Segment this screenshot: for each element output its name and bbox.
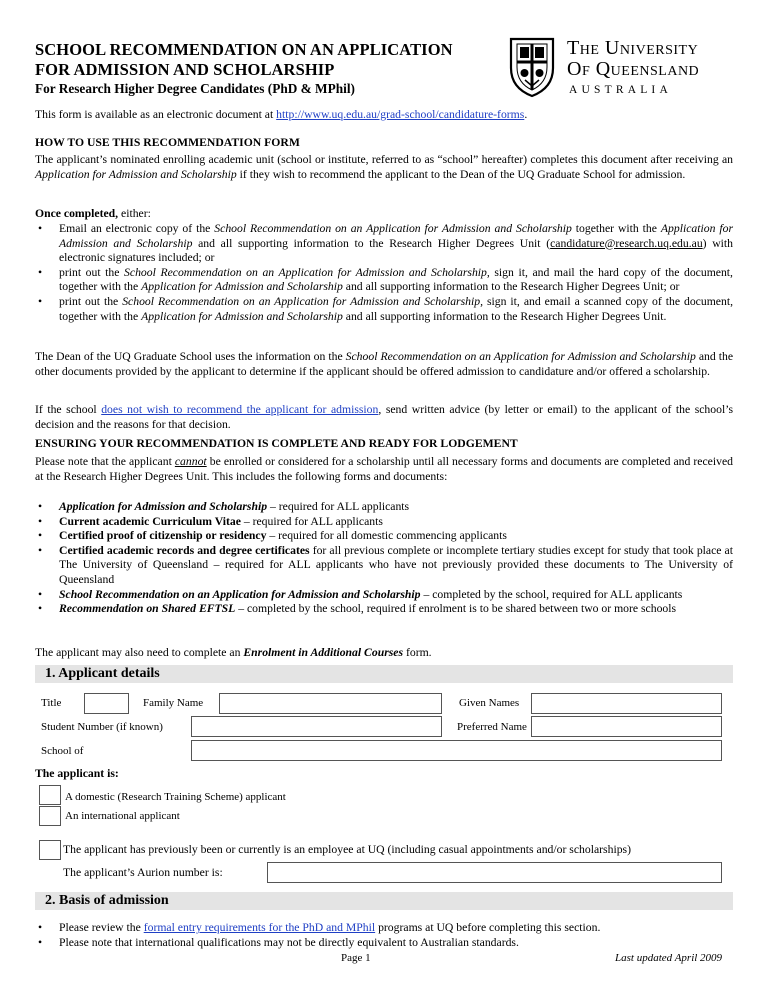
not-recommend-paragraph: If the school does not wish to recommend the applicant for admission, send written advice (by letter or email) to the applicant of the school’s decision and the reasons for that decision. <box>35 403 734 431</box>
bullet-icon: • <box>38 529 43 543</box>
student-number-field[interactable] <box>191 716 442 737</box>
form-subtitle: For Research Higher Degree Candidates (PhD & MPhil) <box>35 81 355 96</box>
list-item: • School Recommendation on an Application for Admission and Scholarship – completed by the school, required for ALL applicants <box>38 587 683 601</box>
list-item: • print out the School Recommendation on an Application for Admission and Scholarship, sign it, and mail the hard copy of the document, together with the Application for Admission and Scholarship and all supporting information to the Research Higher Degrees Unit; or <box>38 265 733 294</box>
list-item: • Application for Admission and Scholarship – required for ALL applicants <box>38 500 410 513</box>
preferred-name-field[interactable] <box>531 716 722 737</box>
ensure-paragraph: Please note that the applicant cannot be enrolled or considered for a scholarship until all necessary forms and documents are completed and received at the Research Higher Degrees Unit. This includes the following forms and documents: <box>35 455 733 483</box>
email-link[interactable]: candidature@research.uq.edu.au <box>550 236 703 250</box>
list-item: • Certified academic records and degree certificates for all previous complete or incomplete tertiary studies except for study that took place at The University of Queensland – required for ALL applicants who have not previously provided these documents to The University of Queensland <box>38 543 733 586</box>
form-title: SCHOOL RECOMMENDATION ON AN APPLICATION FOR ADMISSION AND SCHOLARSHIP <box>35 40 453 79</box>
how-to-heading: HOW TO USE THIS RECOMMENDATION FORM <box>35 136 300 149</box>
school-field[interactable] <box>191 740 722 761</box>
uq-crest-icon <box>507 36 557 98</box>
list-item: • Please note that international qualifications may not be directly equivalent to Australian standards. <box>38 935 519 949</box>
student-number-label: Student Number (if known) <box>41 721 163 733</box>
additional-courses-note: The applicant may also need to complete an Enrolment in Additional Courses form. <box>35 646 432 659</box>
family-name-label: Family Name <box>143 697 204 709</box>
bullet-icon: • <box>38 222 43 235</box>
uq-logo <box>507 36 737 102</box>
uq-employee-label: The applicant has previously been or currently is an employee at UQ (including casual appointments and/or scholarships) <box>63 843 631 856</box>
entry-requirements-link[interactable]: formal entry requirements for the PhD and MPhil <box>143 921 376 934</box>
aurion-number-field[interactable] <box>267 862 722 883</box>
aurion-label: The applicant’s Aurion number is: <box>63 866 223 879</box>
dean-paragraph: The Dean of the UQ Graduate School uses the information on the School Recommendation on an Application for Admission and Scholarship and the other documents provided by the applicant to determine if the applicant should be offered admission to candidature and/or offered a scholarship. <box>35 350 734 378</box>
last-updated: Last updated April 2009 <box>615 952 723 964</box>
submission-options <box>35 222 733 324</box>
uq-employee-checkbox[interactable] <box>39 840 61 860</box>
list-item: • Certified proof of citizenship or residency – required for all domestic commencing applicants <box>38 529 507 543</box>
international-option-label: An international applicant <box>65 810 180 822</box>
domestic-checkbox[interactable] <box>39 785 61 805</box>
school-label: School of <box>41 745 84 757</box>
basis-notes <box>35 921 733 950</box>
list-item: • Email an electronic copy of the School Recommendation on an Application for Admission and Scholarship together with the Application for Admission and Scholarship and all supporting information to the Research Higher Degrees Unit (candidature@research.uq.edu.au) with electronic signatures included; or <box>38 222 734 265</box>
domestic-option-label: A domestic (Research Training Scheme) applicant <box>65 791 286 803</box>
bullet-icon: • <box>38 294 43 308</box>
forms-link[interactable]: http://www.uq.edu.au/grad-school/candidature-forms <box>276 108 525 121</box>
given-names-field[interactable] <box>531 693 722 714</box>
list-item: • Current academic Curriculum Vitae – required for ALL applicants <box>38 514 383 528</box>
not-recommend-link[interactable]: does not wish to recommend the applicant for admission <box>101 403 379 416</box>
list-item: • Recommendation on Shared EFTSL – completed by the school, required if enrolment is to be shared between two or more schools <box>38 602 677 616</box>
logo-country: AUSTRALIA <box>569 84 672 96</box>
title-field[interactable] <box>84 693 129 714</box>
how-to-paragraph: The applicant’s nominated enrolling academic unit (school or institute, referred to as “school” hereafter) completes this document after receiving an Application for Admission and Scholarship if they wish to recommend the applicant to the Dean of the UQ Graduate School for admission. <box>35 153 733 181</box>
list-item: • Please review the formal entry requirements for the PhD and MPhil programs at UQ before completing this section. <box>38 921 601 934</box>
list-item: • print out the School Recommendation on an Application for Admission and Scholarship, sign it, and email a scanned copy of the document, together with the Application for Admission and Scholarship and all supporting information to the Research Higher Degrees Unit. <box>38 294 733 323</box>
bullet-icon: • <box>38 265 43 279</box>
international-checkbox[interactable] <box>39 806 61 826</box>
bullet-icon: • <box>38 921 43 934</box>
section-applicant-details: 1. Applicant details <box>35 665 733 683</box>
title-label: Title <box>41 697 62 709</box>
once-completed: Once completed, either: <box>35 207 151 220</box>
page-number: Page 1 <box>341 952 371 964</box>
given-names-label: Given Names <box>459 697 520 709</box>
applicant-is-label: The applicant is: <box>35 767 119 780</box>
bullet-icon: • <box>38 602 43 616</box>
preferred-name-label: Preferred Name <box>457 721 527 733</box>
bullet-icon: • <box>38 543 43 557</box>
university-name: The University Of Queensland <box>567 37 700 80</box>
section-basis-of-admission: 2. Basis of admission <box>35 892 733 910</box>
family-name-field[interactable] <box>219 693 442 714</box>
bullet-icon: • <box>38 514 43 528</box>
required-documents-list <box>35 500 733 617</box>
bullet-icon: • <box>38 500 43 513</box>
bullet-icon: • <box>38 935 43 949</box>
intro-text: This form is available as an electronic document at http://www.uq.edu.au/grad-school/candidature-forms. <box>35 108 528 121</box>
bullet-icon: • <box>38 587 43 601</box>
ensure-heading: ENSURING YOUR RECOMMENDATION IS COMPLETE AND READY FOR LODGEMENT <box>35 437 518 450</box>
